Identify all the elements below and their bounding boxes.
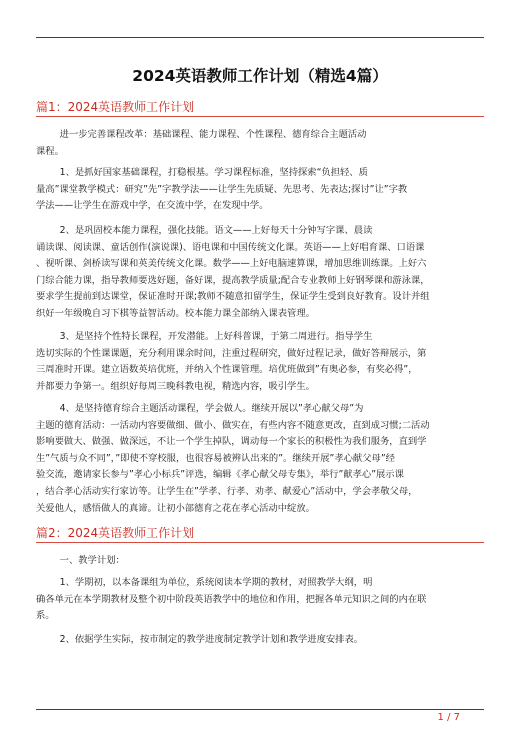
section-1-paragraph-1: 进一步完善课程改革：基础课程、能力课程、个性课程、德育综合主题活动 课程。 (36, 129, 367, 157)
section-1-paragraph-2: 1、是抓好国家基础课程，打稳根基。学习课程标准，坚持探索“负担轻、质 量高”课堂教学模式：研究”先”字教学法——让学生先质疑、先思考、先表达;探讨”让”字教 学法——让学生在游戏中学，在交流中学，在发现中学。 (36, 167, 408, 212)
section-2-paragraph-1: 一、教学计划： (36, 555, 125, 566)
section-2-rule (36, 542, 484, 543)
top-rule (36, 37, 484, 38)
page-number: 1 / 7 (437, 712, 460, 723)
section-1-paragraph-4: 3、是坚持个性特长课程，开发潜能。上好科普课，于第二周进行。指导学生 选切实际的个性课课题，充分利用课余时间，注重过程研究，做好过程记录，做好答辩展示，第 三周准时开课。建立语数英培优班，并纳入个性课管理。培优班做到”有奥必参，有奖必得”， 并都要力争第一。组织好每周三晚科教电视，精选内容，吸引学生。 (36, 331, 427, 392)
bottom-rule (36, 709, 484, 710)
section-2-heading: 篇2：2024英语教师工作计划 (36, 526, 195, 540)
section-2-paragraph-3: 2、依据学生实际，按市制定的教学进度制定教学计划和教学进度安排表。 (36, 634, 364, 645)
section-1-rule (36, 116, 484, 117)
document-title: 2024英语教师工作计划（精选4篇） (132, 67, 388, 85)
section-1-paragraph-5: 4、是坚持德育综合主题活动课程，学会做人。继续开展以”孝心献父母”为 主题的德育活动：一活动内容要做细、做小、做实在，有些内容不随意更改，直到成习惯;二活动 影响要做大、做强、做深远，不让一个学生掉队，调动每一个家长的积极性为我们服务，直到学 生”气质与众不同”，”即使不穿校服，也很容易被辨认出来的”。继续开展”孝心献父母”经 验交流，邀请家长参与”孝心小标兵”评选，编辑《孝心献父母专集》，举行”献孝心”展示课 ，结合孝心活动实行家访等。让学生在”学孝、行孝、劝孝、献爱心”活动中，学会孝敬父母， 关爱他人，感悟做人的真谛。让初小部德育之花在孝心活动中绽放。 (36, 403, 430, 514)
section-1-heading: 篇1：2024英语教师工作计划 (36, 100, 195, 114)
section-2-paragraph-2: 1、学期初，以本备课组为单位，系统阅读本学期的教材，对照教学大纲，明 确各单元在本学期教材及整个初中阶段英语教学中的地位和作用，把握各单元知识之间的内在联 系。 (36, 577, 427, 622)
section-1-paragraph-3: 2、是巩固校本能力课程，强化技能。语文——上好每天十分钟写字课、晨读 诵读课、阅读课、童话创作(演说课)、语电课和中国传统文化课。英语——上好唱育课、口语课 、视听课、剑桥读写课和英美传统文化课。数学——上好电脑速算课，增加思维训练课。上好六 门综合能力课，指导教师要选好题，备好课，提高教学质量;配合专业教师上好钢琴课和游泳课， 要求学生提前到达课堂，保证准时开课;教师不随意扣留学生，保证学生受到良好教育。设计并组 织好一年级晚自习下棋等益智活动。校本能力课全部纳入课表管理。 (36, 225, 430, 319)
